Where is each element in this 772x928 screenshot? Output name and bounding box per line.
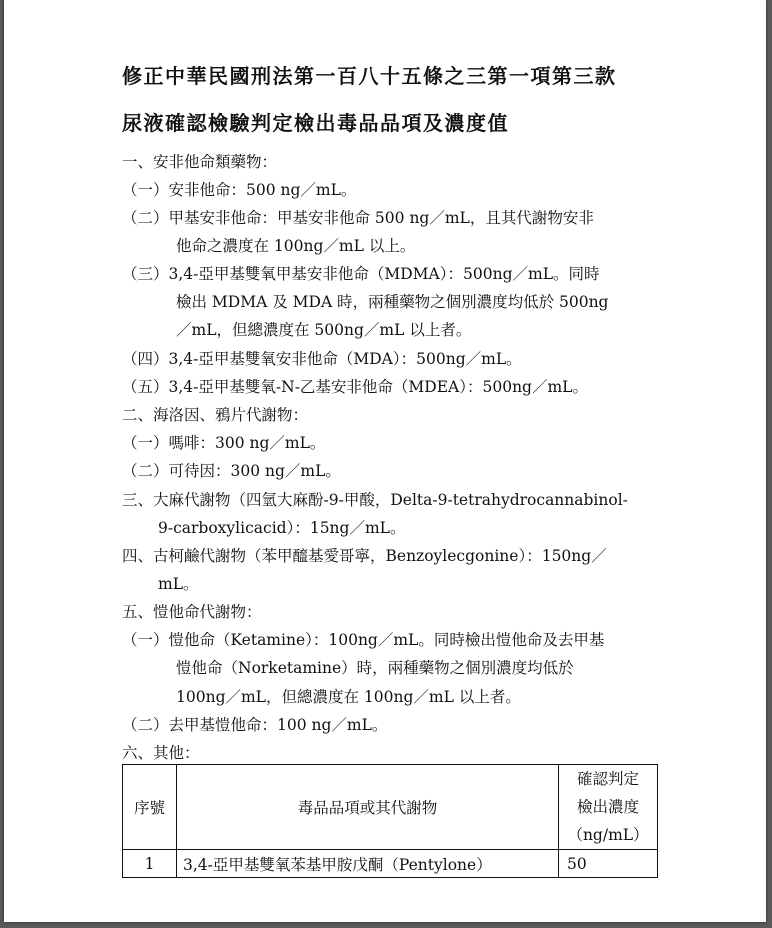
section-1-item-3: （三）3,4-亞甲基雙氧甲基安非他命（MDMA）：500ng／mL。同時 [122,265,600,283]
col-header-concentration-line-3: （ng/mL） [567,826,649,844]
section-5-item-1-cont-2: 100ng／mL，但總濃度在 100ng／mL 以上者。 [176,688,521,706]
col-header-concentration [559,765,658,850]
col-header-number: 序號 [123,765,177,850]
document-page [4,0,766,922]
section-1-item-1: （一）安非他命：500 ng／mL。 [122,181,357,199]
section-1-item-2: （二）甲基安非他命：甲基安非他命 500 ng／mL，且其代謝物安非 [122,209,594,227]
section-1-item-3-cont-1: 檢出 MDMA 及 MDA 時，兩種藥物之個別濃度均低於 500ng [176,293,609,311]
section-5-item-1-cont-1: 愷他命（Norketamine）時，兩種藥物之個別濃度均低於 [176,659,574,677]
section-2-item-2: （二）可待因：300 ng／mL。 [122,462,341,480]
table-header-row [123,765,658,850]
section-1-item-2-cont: 他命之濃度在 100ng／mL 以上。 [176,237,416,255]
section-5-heading: 五、愷他命代謝物： [122,603,262,621]
section-5-item-1: （一）愷他命（Ketamine）：100ng／mL。同時檢出愷他命及去甲基 [122,631,605,649]
section-1-heading: 一、安非他命類藥物： [122,153,278,171]
section-5-item-2: （二）去甲基愷他命：100 ng／mL。 [122,716,388,734]
doc-title-line-2: 尿液確認檢驗判定檢出毒品品項及濃度值 [122,111,509,135]
cell-substance: 3,4-亞甲基雙氧苯基甲胺戊酮（Pentylone） [177,850,559,878]
drug-table [122,764,658,878]
section-6-heading: 六、其他： [122,744,200,762]
section-1-item-3-cont-2: ／mL，但總濃度在 500ng／mL 以上者。 [176,321,472,339]
section-2-heading: 二、海洛因、鴉片代謝物： [122,406,309,424]
section-3: 三、大麻代謝物（四氫大麻酚-9-甲酸，Delta-9-tetrahydrocannabinol- [122,491,628,509]
table-row [123,850,658,878]
section-4: 四、古柯鹼代謝物（苯甲醯基愛哥寧，Benzoylecgonine）：150ng／ [122,547,607,565]
section-2-item-1: （一）嗎啡：300 ng／mL。 [122,434,326,452]
cell-number: 1 [123,850,177,878]
doc-title-line-1: 修正中華民國刑法第一百八十五條之三第一項第三款 [122,64,617,88]
section-3-cont: 9-carboxylicacid）：15ng／mL。 [158,519,406,537]
section-1-item-5: （五）3,4-亞甲基雙氧-N-乙基安非他命（MDEA）：500ng／mL。 [122,378,588,396]
section-4-cont: mL。 [158,575,199,593]
cell-concentration: 50 [559,850,658,878]
col-header-concentration-line-2: 檢出濃度 [576,798,639,816]
col-header-substance: 毒品品項或其代謝物 [177,765,559,850]
col-header-concentration-line-1: 確認判定 [576,770,639,788]
section-1-item-4: （四）3,4-亞甲基雙氧安非他命（MDA）：500ng／mL。 [122,350,522,368]
